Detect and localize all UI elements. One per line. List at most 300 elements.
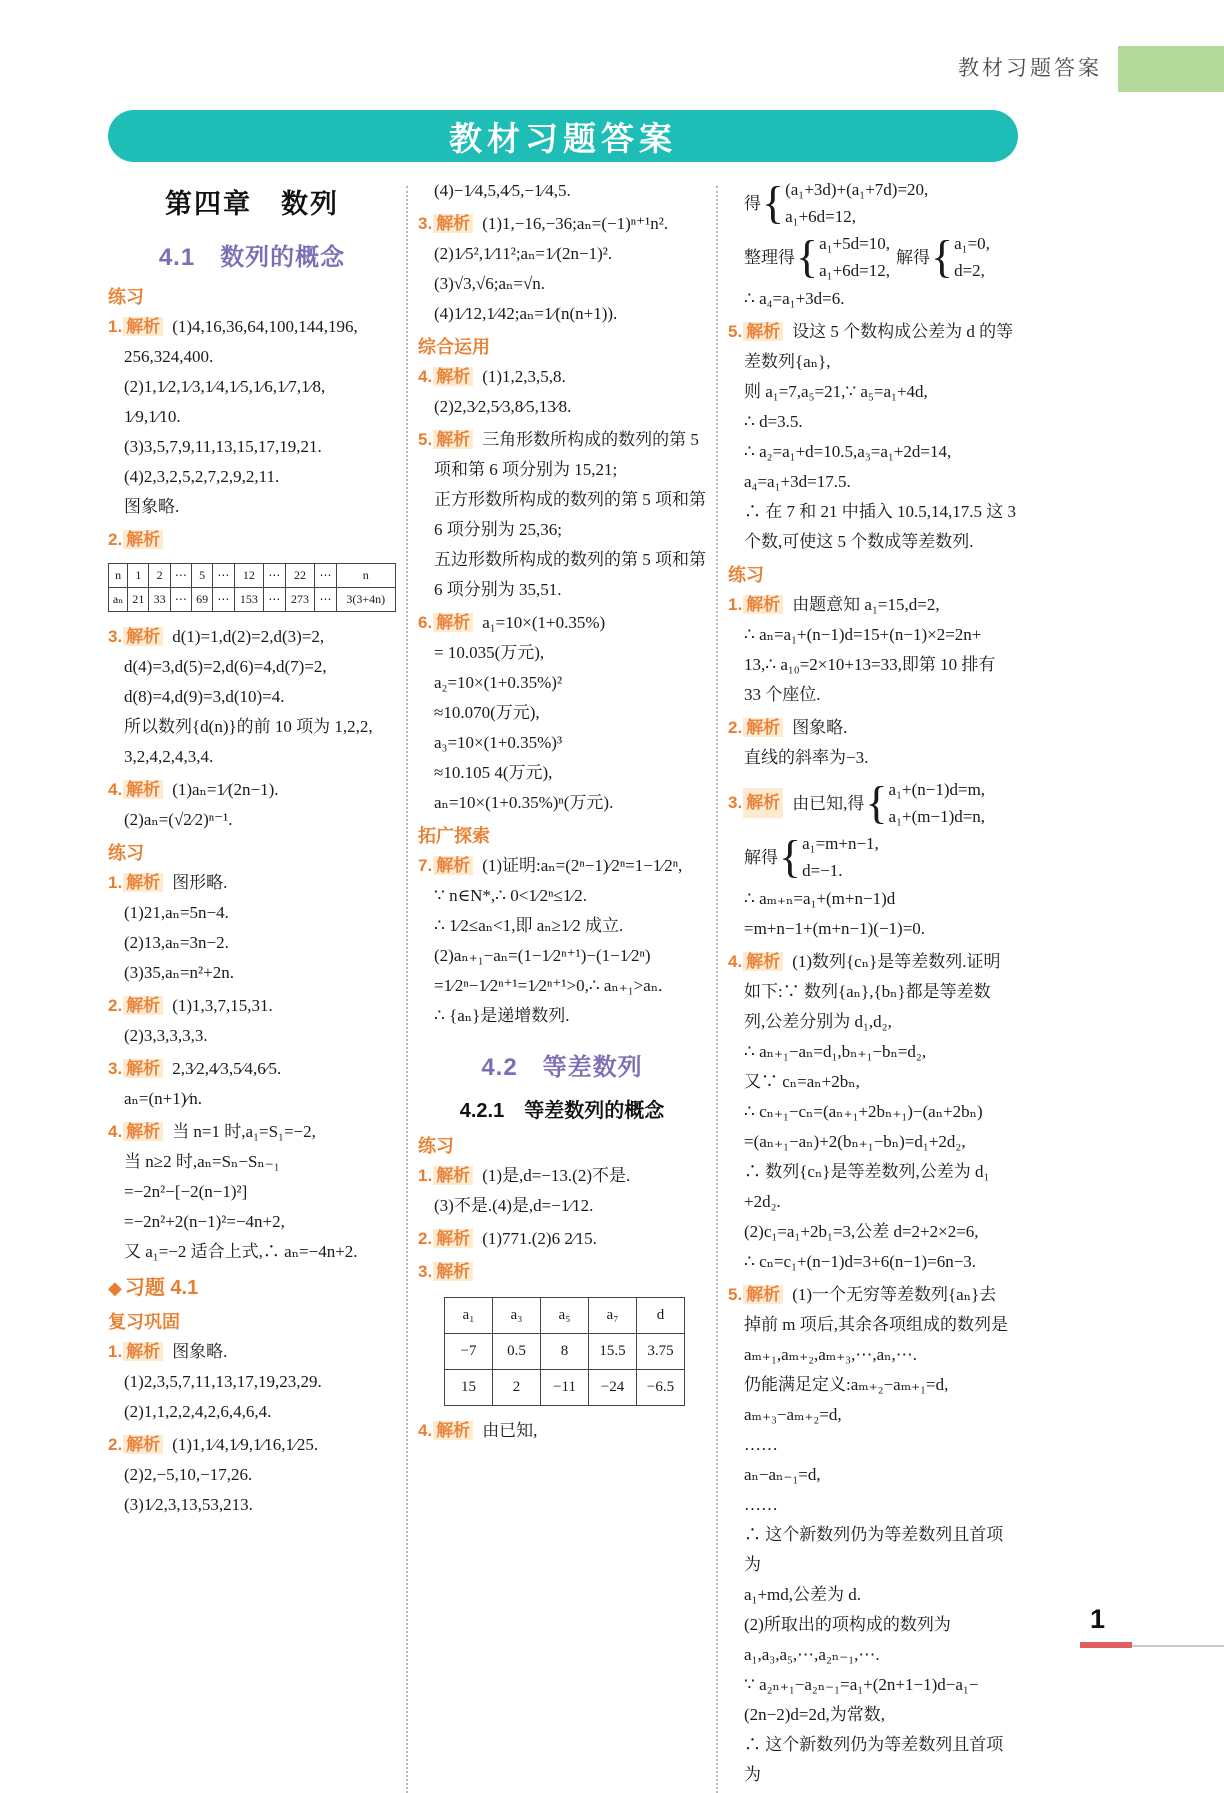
part-label: 拓广探索 <box>418 826 490 846</box>
jiexi-tag: 解析 <box>433 1229 473 1248</box>
jiexi-tag: 解析 <box>123 530 163 549</box>
jiexi-tag: 解析 <box>123 1122 163 1141</box>
answer-line-text: 2,3⁄2,4⁄3,5⁄4,6⁄5. <box>172 1059 282 1078</box>
data-table <box>444 1297 685 1406</box>
table-cell: ⋯ <box>315 588 336 612</box>
equation-line: a₁+(m−1)d=n, <box>888 807 986 826</box>
section-title: 4.2 等差数列 <box>481 1054 643 1081</box>
answer-line <box>728 317 1016 347</box>
item-number: 2. <box>108 530 123 549</box>
table-cell: 15.5 <box>589 1334 637 1370</box>
answer-line <box>418 1161 706 1191</box>
page-number-underline <box>1080 1642 1132 1648</box>
jiexi-tag: 解析 <box>743 595 783 614</box>
table-cell: d <box>637 1298 685 1334</box>
answer-line: 掉前 m 项后,其余各项组成的数列是 <box>744 1315 1008 1334</box>
chapter-title: 第四章 数列 <box>165 189 339 219</box>
answer-line: =−2n²−[−2(n−1)²] <box>124 1182 248 1201</box>
jiexi-tag: 解析 <box>433 1262 473 1281</box>
jiexi-tag: 解析 <box>433 1166 473 1185</box>
equation-line: d=−1. <box>802 861 843 880</box>
answer-line: 正方形数所构成的数列的第 5 项和第 <box>434 490 706 509</box>
answer-item <box>418 1161 706 1221</box>
system-brace: { <box>796 231 819 283</box>
table-cell: n <box>109 564 128 588</box>
answer-line: (2)3,3,3,3,3. <box>124 1026 208 1045</box>
equation-line: a₁+(n−1)d=m, <box>888 780 986 799</box>
answer-line <box>418 1224 706 1254</box>
column <box>418 176 706 1793</box>
table-cell: −11 <box>541 1370 589 1406</box>
table-row <box>445 1334 685 1370</box>
answer-line: = 10.035(万元), <box>434 643 545 662</box>
answer-line: 个数,可使这 5 个数成等差数列. <box>744 532 974 551</box>
item-number: 4. <box>728 952 743 971</box>
table-row <box>109 588 396 612</box>
answer-line: ∴ 这个新数列仍为等差数列且首项为 <box>744 1525 1004 1574</box>
answer-line: ∴ aₙ₊₁−aₙ=d₁,bₙ₊₁−bₙ=d₂, <box>744 1042 927 1061</box>
answer-line: ∴ a₄=a₁+3d=6. <box>744 289 845 308</box>
page-banner <box>108 110 1018 162</box>
jiexi-tag: 解析 <box>743 952 783 971</box>
part-label: 练习 <box>418 1136 454 1156</box>
sequence-table <box>108 563 396 612</box>
page-number: 1 <box>1090 1604 1106 1634</box>
answer-line <box>418 1257 706 1287</box>
table-cell: a₃ <box>493 1298 541 1334</box>
table-cell: 273 <box>285 588 315 612</box>
table-cell: 2 <box>149 564 170 588</box>
system-brace: { <box>865 777 888 829</box>
system-equations <box>889 776 986 830</box>
answer-line-text: (1)1,−16,−36;aₙ=(−1)ⁿ⁺¹n². <box>482 214 669 233</box>
answer-line <box>418 851 706 881</box>
table-cell: 2 <box>493 1370 541 1406</box>
answer-line-text: 图形略. <box>172 873 228 892</box>
answer-line: 所以数列{d(n)}的前 10 项为 1,2,2, <box>124 717 373 736</box>
jiexi-tag: 解析 <box>123 873 163 892</box>
answer-item <box>418 608 706 818</box>
answer-line-text: (1)是,d=−13.(2)不是. <box>482 1166 631 1185</box>
jiexi-tag: 解析 <box>123 317 163 336</box>
answer-line-text: 图象略. <box>172 1342 228 1361</box>
answer-line: 差数列{aₙ}, <box>744 352 831 371</box>
answer-line: (3)1⁄2,3,13,53,213. <box>124 1495 253 1514</box>
answer-line: d(4)=3,d(5)=2,d(6)=4,d(7)=2, <box>124 657 327 676</box>
answer-line <box>418 209 706 239</box>
system-label: 解得 <box>896 247 930 267</box>
answer-line: (2)2,3⁄2,5⁄3,8⁄5,13⁄8. <box>434 397 572 416</box>
answer-line-text: 当 n=1 时,a₁=S₁=−2, <box>172 1122 316 1141</box>
jiexi-tag: 解析 <box>743 718 783 737</box>
equation-system <box>792 776 985 830</box>
answer-item <box>108 312 396 522</box>
answer-line: a₂=10×(1+0.35%)² <box>434 673 563 692</box>
answer-line: a₁+md,公差为 d. <box>744 1585 862 1604</box>
equation-line: a₁=m+n−1, <box>802 834 879 853</box>
answer-line-text: 图象略. <box>792 718 848 737</box>
answer-item <box>108 1117 396 1267</box>
answer-line: 图象略. <box>124 497 180 516</box>
equation-system <box>896 230 990 284</box>
part-label: 练习 <box>728 565 764 585</box>
answer-line <box>418 362 706 392</box>
column-divider <box>716 186 718 1793</box>
footer-line <box>1132 1645 1224 1647</box>
equation-line: (a₁+3d)+(a₁+7d)=20, <box>785 180 929 199</box>
answer-line: +2d₂. <box>744 1192 781 1211</box>
answer-line-text: (1)4,16,36,64,100,144,196, <box>172 317 358 336</box>
answer-line <box>108 622 396 652</box>
item-number: 3. <box>728 793 743 812</box>
equation-system <box>744 176 928 230</box>
answer-line: 五边形数所构成的数列的第 5 项和第 <box>434 550 706 569</box>
system-equations <box>785 176 928 230</box>
system-brace: { <box>779 831 802 883</box>
continuation-block <box>418 176 706 206</box>
answer-line: (3)不是.(4)是,d=−1⁄12. <box>434 1196 594 1215</box>
answer-line <box>418 608 706 638</box>
answer-line-text: (1)1,1⁄4,1⁄9,1⁄16,1⁄25. <box>172 1435 319 1454</box>
answer-line: 6 项分别为 35,51. <box>434 580 562 599</box>
answer-line: ∴ aₙ=a₁+(n−1)d=15+(n−1)×2=2n+ <box>744 625 982 644</box>
item-number: 6. <box>418 613 433 632</box>
answer-line: 13,∴ a₁₀=2×10+13=33,即第 10 排有 <box>744 655 996 674</box>
answer-line: (2)13,aₙ=3n−2. <box>124 933 229 952</box>
answer-line: ∵ a₂ₙ₊₁−a₂ₙ₋₁=a₁+(2n+1−1)d−a₁− <box>744 1675 979 1694</box>
answer-line: =(aₙ₊₁−aₙ)+2(bₙ₊₁−bₙ)=d₁+2d₂, <box>744 1132 966 1151</box>
corner-tab <box>1118 46 1224 92</box>
system-brace: { <box>931 231 954 283</box>
table-cell: −24 <box>589 1370 637 1406</box>
answer-item <box>108 525 396 555</box>
item-number: 5. <box>728 1285 743 1304</box>
answer-line: ∴ 在 7 和 21 中插入 10.5,14,17.5 这 3 <box>744 502 1016 521</box>
table-cell: 3(3+4n) <box>336 588 395 612</box>
answer-item <box>728 713 1016 773</box>
item-number: 1. <box>108 873 123 892</box>
answer-line: 6 项分别为 25,36; <box>434 520 562 539</box>
answer-line: (2)所取出的项构成的数列为 <box>744 1615 951 1634</box>
column-divider <box>406 186 408 1793</box>
answer-line: 又∵ cₙ=aₙ+2bₙ, <box>744 1072 860 1091</box>
answer-line: (2)1⁄5²,1⁄11²;aₙ=1⁄(2n−1)². <box>434 244 613 263</box>
answer-item <box>728 1280 1016 1790</box>
table-row <box>109 564 396 588</box>
table-cell: ⋯ <box>315 564 336 588</box>
equation-line: a₁+6d=12, <box>819 261 890 280</box>
answer-line-text: 由题意知 a₁=15,d=2, <box>792 595 940 614</box>
item-number: 1. <box>108 317 123 336</box>
table-row <box>445 1370 685 1406</box>
table-cell: ⋯ <box>213 588 234 612</box>
answer-line <box>108 1430 396 1460</box>
jiexi-tag: 解析 <box>123 780 163 799</box>
answer-line: ∵ n∈N*,∴ 0<1⁄2ⁿ≤1⁄2. <box>434 886 587 905</box>
answer-line: ∴ aₘ₊ₙ=a₁+(m+n−1)d <box>744 889 896 908</box>
answer-line <box>728 713 1016 743</box>
answer-line: (3)35,aₙ=n²+2n. <box>124 963 234 982</box>
answer-line-text: (1)aₙ=1⁄(2n−1). <box>172 780 279 799</box>
answer-line <box>108 1337 396 1367</box>
answer-line: (2)aₙ₊₁−aₙ=(1−1⁄2ⁿ⁺¹)−(1−1⁄2ⁿ) <box>434 946 651 965</box>
item-number: 3. <box>418 1262 433 1281</box>
system-equations <box>954 230 990 284</box>
systems-row <box>728 176 1016 230</box>
answer-item <box>728 776 1016 944</box>
answer-line <box>108 312 396 342</box>
item-number: 7. <box>418 856 433 875</box>
answer-line: aₘ₊₁,aₘ₊₂,aₘ₊₃,⋯,aₙ,⋯. <box>744 1345 918 1364</box>
answer-line: 则 a₁=7,a₅=21,∵ a₅=a₁+4d, <box>744 382 928 401</box>
answer-line: (2n−2)d=2d,为常数, <box>744 1705 885 1724</box>
answer-line: 又 a₁=−2 适合上式,∴ aₙ=−4n+2. <box>124 1242 358 1261</box>
answer-line <box>108 1117 396 1147</box>
table-cell: 12 <box>234 564 264 588</box>
jiexi-tag: 解析 <box>433 856 473 875</box>
system-equations <box>802 830 879 884</box>
item-number: 2. <box>108 996 123 1015</box>
answer-line-text: 由已知, <box>482 1421 538 1440</box>
answer-item <box>108 622 396 772</box>
table-cell: 8 <box>541 1334 589 1370</box>
item-number: 3. <box>108 627 123 646</box>
answer-line-text: 设这 5 个数构成公差为 d 的等 <box>792 322 1014 341</box>
item-number: 5. <box>418 430 433 449</box>
answer-line <box>728 1280 1016 1310</box>
jiexi-tag: 解析 <box>743 788 783 818</box>
answer-line: d(8)=4,d(9)=3,d(10)=4. <box>124 687 285 706</box>
answer-item <box>108 1430 396 1520</box>
equation-line: a₁+5d=10, <box>819 234 890 253</box>
systems-row <box>728 230 1016 284</box>
table-cell: a₁ <box>445 1298 493 1334</box>
answer-item <box>108 1054 396 1114</box>
table-cell: ⋯ <box>170 588 191 612</box>
jiexi-tag: 解析 <box>743 322 783 341</box>
answer-line-text: (1)一个无穷等差数列{aₙ}去 <box>792 1285 997 1304</box>
item-number: 2. <box>418 1229 433 1248</box>
table-cell: a₇ <box>589 1298 637 1334</box>
system-brace: { <box>762 177 785 229</box>
system-equations <box>819 230 890 284</box>
answer-line: ∴ 1⁄2≤aₙ<1,即 aₙ≥1⁄2 成立. <box>434 916 624 935</box>
table-cell: 33 <box>149 588 170 612</box>
table-cell: n <box>336 564 395 588</box>
answer-item <box>728 317 1016 557</box>
answer-line <box>728 947 1016 977</box>
answer-line: ∴ a₂=a₁+d=10.5,a₃=a₁+2d=14, <box>744 442 952 461</box>
answer-line: ≈10.070(万元), <box>434 703 540 722</box>
answer-line: aₙ=(n+1)⁄n. <box>124 1089 202 1108</box>
answer-line-text: (1)771.(2)6 2⁄15. <box>482 1229 597 1248</box>
answer-line: 列,公差分别为 d₁,d₂, <box>744 1012 892 1031</box>
answer-line: a₄=a₁+3d=17.5. <box>744 472 851 491</box>
table-cell: 1 <box>128 564 149 588</box>
answer-line: ∴ 数列{cₙ}是等差数列,公差为 d₁ <box>744 1162 990 1181</box>
answer-line: aₘ₊₃−aₘ₊₂=d, <box>744 1405 842 1424</box>
jiexi-tag: 解析 <box>433 430 473 449</box>
answer-line: 3,2,4,2,4,3,4. <box>124 747 214 766</box>
item-number: 1. <box>108 1342 123 1361</box>
answer-line: a₁,a₃,a₅,⋯,a₂ₙ₋₁,⋯. <box>744 1645 880 1664</box>
system-label: 解得 <box>744 847 778 867</box>
answer-line <box>108 868 396 898</box>
diamond-icon: ◆ <box>108 1278 122 1298</box>
exercise-title-text: 习题 4.1 <box>124 1277 199 1299</box>
equation-line: a₁=0, <box>954 234 990 253</box>
item-number: 2. <box>728 718 743 737</box>
column <box>108 176 396 1793</box>
jiexi-tag: 解析 <box>123 1342 163 1361</box>
answer-item <box>108 775 396 835</box>
answer-line: 1⁄9,1⁄10. <box>124 407 181 426</box>
system-label: 整理得 <box>744 247 795 267</box>
subsection-title: 4.2.1 等差数列的概念 <box>459 1100 665 1122</box>
answer-line: ∴ {aₙ}是递增数列. <box>434 1006 570 1025</box>
answer-line: =1⁄2ⁿ−1⁄2ⁿ⁺¹=1⁄2ⁿ⁺¹>0,∴ aₙ₊₁>aₙ. <box>434 976 663 995</box>
answer-line: 当 n≥2 时,aₙ=Sₙ−Sₙ₋₁ <box>124 1152 280 1171</box>
item-number: 5. <box>728 322 743 341</box>
answer-line: aₙ=10×(1+0.35%)ⁿ(万元). <box>434 793 614 812</box>
item-number: 2. <box>108 1435 123 1454</box>
header-right-title: 教材习题答案 <box>958 57 1102 80</box>
item-number: 1. <box>728 595 743 614</box>
answer-line: …… <box>744 1435 778 1454</box>
equation-line: a₁+6d=12, <box>785 207 856 226</box>
answer-item <box>108 991 396 1051</box>
answer-line: (2)aₙ=(√2⁄2)ⁿ⁻¹. <box>124 810 233 829</box>
answer-line: =−2n²+2(n−1)²=−4n+2, <box>124 1212 285 1231</box>
answer-line <box>108 775 396 805</box>
content-area <box>108 176 1018 1793</box>
item-number: 1. <box>418 1166 433 1185</box>
equation-system <box>744 830 879 884</box>
answer-line: ∴ cₙ=c₁+(n−1)d=3+6(n−1)=6n−3. <box>744 1252 977 1271</box>
jiexi-tag: 解析 <box>433 1421 473 1440</box>
answer-item <box>108 1337 396 1427</box>
answer-line: (2)c₁=a₁+2b₁=3,公差 d=2+2×2=6, <box>744 1222 979 1241</box>
item-number: 4. <box>418 367 433 386</box>
answer-line <box>728 590 1016 620</box>
table-cell: 15 <box>445 1370 493 1406</box>
jiexi-tag: 解析 <box>743 1285 783 1304</box>
answer-line-text: a₁=10×(1+0.35%) <box>482 613 606 632</box>
jiexi-tag: 解析 <box>123 627 163 646</box>
answer-item <box>418 425 706 605</box>
part-label: 复习巩固 <box>108 1312 180 1332</box>
table-cell: aₙ <box>109 588 128 612</box>
table-cell: −6.5 <box>637 1370 685 1406</box>
banner-title: 教材习题答案 <box>449 119 677 157</box>
equation-line: d=2, <box>954 261 985 280</box>
table-cell: 21 <box>128 588 149 612</box>
table-cell: 153 <box>234 588 264 612</box>
item-number: 4. <box>108 1122 123 1141</box>
table-cell: a₅ <box>541 1298 589 1334</box>
jiexi-tag: 解析 <box>433 613 473 632</box>
answer-line: (2)1,1,2,2,4,2,6,4,6,4. <box>124 1402 272 1421</box>
answer-line: 33 个座位. <box>744 685 821 704</box>
answer-line <box>728 776 1016 830</box>
part-label: 练习 <box>108 287 144 307</box>
answer-line-text: (1)1,2,3,5,8. <box>482 367 566 386</box>
answer-line: 直线的斜率为−3. <box>744 748 869 767</box>
jiexi-tag: 解析 <box>433 367 473 386</box>
answer-line <box>108 1054 396 1084</box>
part-label: 综合运用 <box>418 337 490 357</box>
answer-line: (4)2,3,2,5,2,7,2,9,2,11. <box>124 467 280 486</box>
table-cell: ⋯ <box>264 588 285 612</box>
part-label: 练习 <box>108 843 144 863</box>
answer-line <box>108 525 396 555</box>
answer-line: 256,324,400. <box>124 347 214 366</box>
equation-system <box>744 230 890 284</box>
table-cell: 69 <box>191 588 212 612</box>
system-label: 得 <box>744 193 761 213</box>
answer-line <box>418 1416 706 1446</box>
answer-line: ∴ 这个新数列仍为等差数列且首项为 <box>744 1735 1004 1784</box>
answer-line: (2)1,1⁄2,1⁄3,1⁄4,1⁄5,1⁄6,1⁄7,1⁄8, <box>124 377 326 396</box>
table-cell: ⋯ <box>264 564 285 588</box>
answer-line: (1)21,aₙ=5n−4. <box>124 903 229 922</box>
answer-item <box>418 1257 706 1287</box>
answer-line: 项和第 6 项分别为 15,21; <box>434 460 618 479</box>
table-cell: 0.5 <box>493 1334 541 1370</box>
item-number: 3. <box>108 1059 123 1078</box>
answer-line-text: 三角形数所构成的数列的第 5 <box>482 430 699 449</box>
section-title: 4.1 数列的概念 <box>158 244 346 271</box>
answer-line: aₙ−aₙ₋₁=d, <box>744 1465 821 1484</box>
table-cell: ⋯ <box>213 564 234 588</box>
answer-item <box>728 947 1016 1277</box>
answer-item <box>418 851 706 1031</box>
answer-line-text: (1)1,3,7,15,31. <box>172 996 273 1015</box>
item-number: 4. <box>108 780 123 799</box>
answer-line: …… <box>744 1495 778 1514</box>
answer-line: (3)√3,√6;aₙ=√n. <box>434 274 546 293</box>
answer-line: ∴ d=3.5. <box>744 412 803 431</box>
answer-item <box>728 590 1016 710</box>
answer-line: (4)−1⁄4,5,4⁄5,−1⁄4,5. <box>434 181 571 200</box>
item-number: 4. <box>418 1421 433 1440</box>
jiexi-tag: 解析 <box>123 996 163 1015</box>
answer-line: (2)2,−5,10,−17,26. <box>124 1465 253 1484</box>
table-cell: ⋯ <box>170 564 191 588</box>
answer-line: =m+n−1+(m+n−1)(−1)=0. <box>744 919 926 938</box>
answer-item <box>418 1224 706 1254</box>
answer-line: 仍能满足定义:aₘ₊₂−aₘ₊₁=d, <box>744 1375 949 1394</box>
answer-line: (1)2,3,5,7,11,13,17,19,23,29. <box>124 1372 322 1391</box>
jiexi-tag: 解析 <box>433 214 473 233</box>
systems-row <box>792 776 991 830</box>
table-cell: 22 <box>285 564 315 588</box>
answer-line: a₃=10×(1+0.35%)³ <box>434 733 563 752</box>
answer-line <box>418 425 706 455</box>
jiexi-tag: 解析 <box>123 1059 163 1078</box>
answer-line: ≈10.105 4(万元), <box>434 763 553 782</box>
item-number: 3. <box>418 214 433 233</box>
answer-line: ∴ cₙ₊₁−cₙ=(aₙ₊₁+2bₙ₊₁)−(aₙ+2bₙ) <box>744 1102 983 1121</box>
jiexi-tag: 解析 <box>123 1435 163 1454</box>
table-cell: 3.75 <box>637 1334 685 1370</box>
answer-line-text: d(1)=1,d(2)=2,d(3)=2, <box>172 627 325 646</box>
answer-line: (4)1⁄12,1⁄42;aₙ=1⁄(n(n+1)). <box>434 304 618 323</box>
answer-item <box>418 1416 706 1446</box>
system-label: 由已知,得 <box>792 793 865 813</box>
table-cell: −7 <box>445 1334 493 1370</box>
answer-item <box>418 209 706 329</box>
